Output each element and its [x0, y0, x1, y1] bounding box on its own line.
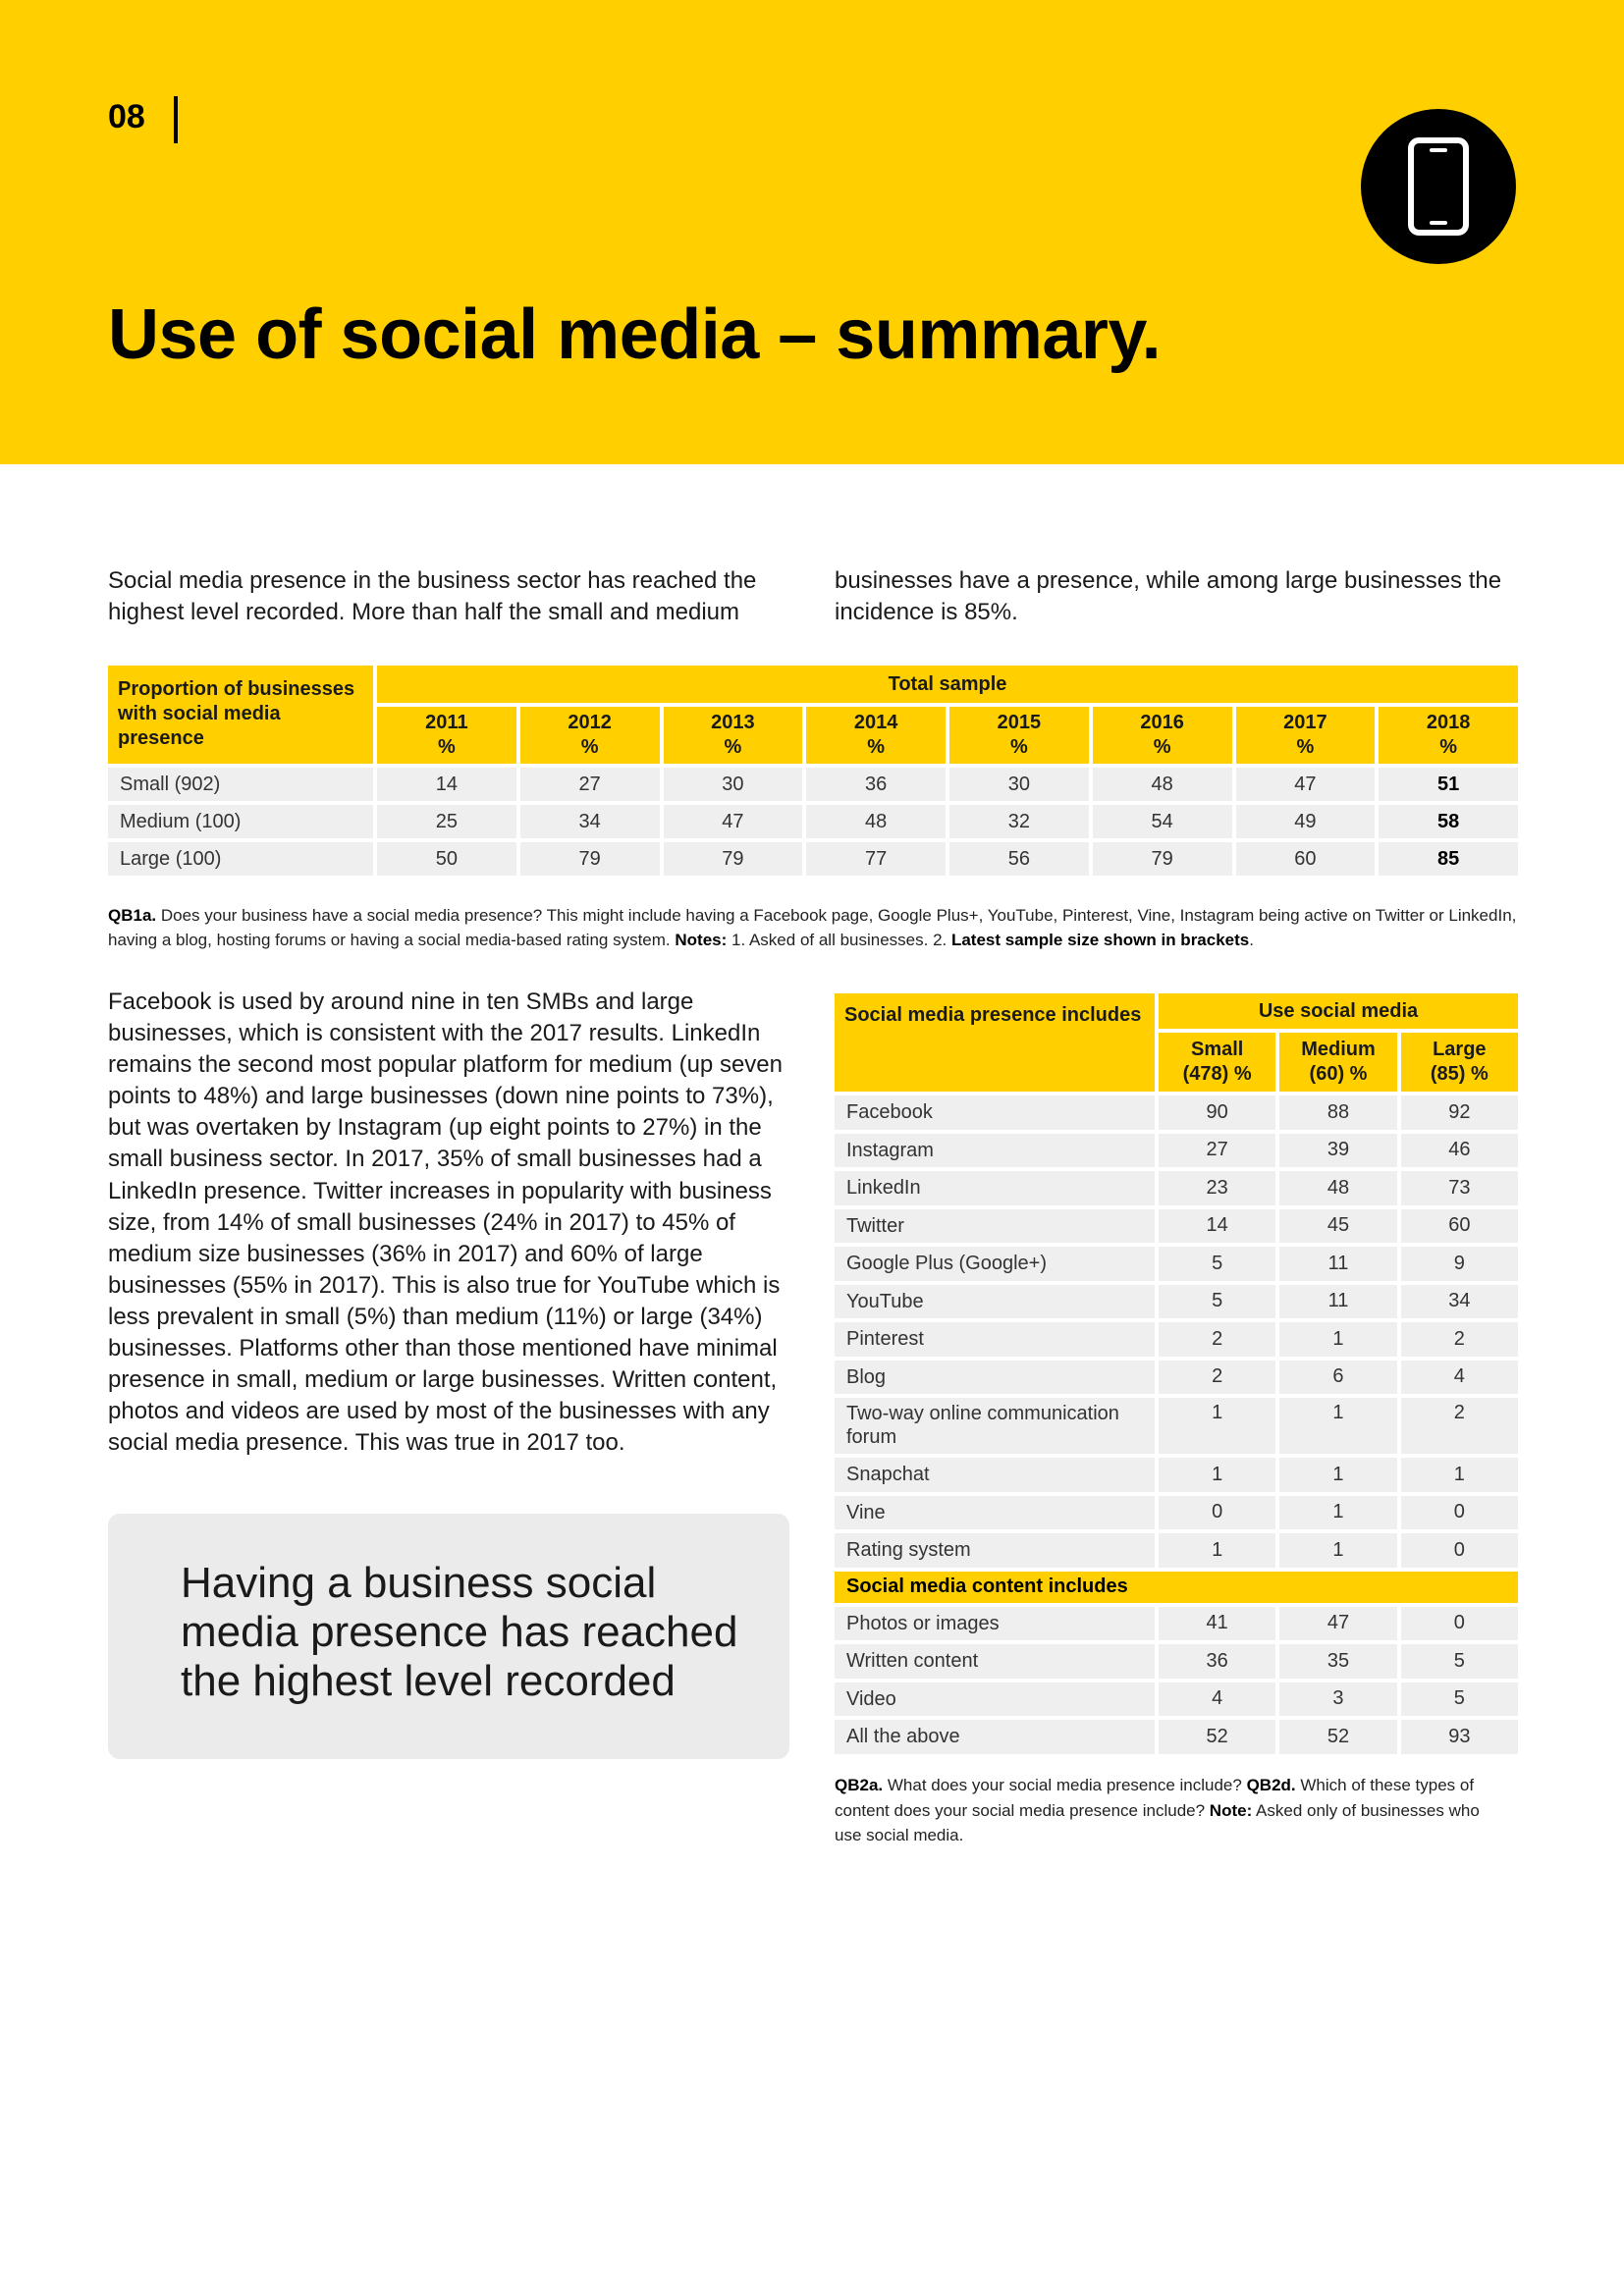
table-cell: 51 — [1379, 768, 1518, 801]
table-cell: 32 — [949, 805, 1089, 838]
table-cell: 34 — [520, 805, 660, 838]
table-cell: 1 — [1279, 1458, 1396, 1492]
table-cell: 88 — [1279, 1095, 1396, 1130]
table-cell: 90 — [1159, 1095, 1275, 1130]
row-label: Blog — [835, 1361, 1155, 1395]
table-cell: 1 — [1279, 1533, 1396, 1568]
table-cell: 0 — [1159, 1496, 1275, 1530]
table-row — [835, 1134, 1518, 1168]
table-cell: 79 — [520, 842, 660, 876]
table-cell: 93 — [1401, 1720, 1518, 1754]
question-text: What does your social media presence include? — [883, 1776, 1247, 1794]
page-number: 08 — [108, 98, 145, 135]
table-cell: 1 — [1159, 1398, 1275, 1454]
unit-label: % — [1153, 736, 1171, 758]
table-row — [835, 1095, 1518, 1130]
table-row — [835, 1361, 1518, 1395]
intro-left: Social media presence in the business sector has reached the highest level recorded. More than half the small and medium — [108, 567, 757, 625]
table-row — [835, 1247, 1518, 1281]
year-label: 2011 — [425, 712, 468, 733]
row-label: Pinterest — [835, 1322, 1155, 1357]
table-corner-header: Proportion of businesses with social media presence — [108, 666, 373, 764]
table-cell: 48 — [806, 805, 946, 838]
unit-label: % — [867, 736, 886, 758]
question-code: QB2d. — [1246, 1776, 1296, 1794]
intro-right: businesses have a presence, while among large businesses the incidence is 85%. — [835, 567, 1502, 625]
table-corner-header: Social media presence includes — [835, 993, 1155, 1092]
table-cell: 9 — [1401, 1247, 1518, 1281]
table-row — [835, 1644, 1518, 1679]
table-cell: 5 — [1401, 1682, 1518, 1717]
presence-by-year-table — [104, 662, 1522, 880]
year-label: 2014 — [853, 712, 898, 733]
question-code: QB2a. — [835, 1776, 884, 1794]
table-cell: 11 — [1279, 1285, 1396, 1319]
column-label: Small — [1190, 1039, 1244, 1060]
table-cell: 47 — [664, 805, 803, 838]
year-header — [1379, 707, 1518, 764]
table-cell: 79 — [664, 842, 803, 876]
row-label: Large (100) — [108, 842, 373, 876]
year-label: 2012 — [568, 712, 612, 733]
table-cell: 49 — [1236, 805, 1376, 838]
year-label: 2017 — [1283, 712, 1327, 733]
table-cell: 2 — [1401, 1398, 1518, 1454]
year-label: 2016 — [1140, 712, 1184, 733]
table1-footnote — [108, 903, 1522, 952]
table-cell: 45 — [1279, 1209, 1396, 1244]
row-label: LinkedIn — [835, 1171, 1155, 1205]
table-cell: 79 — [1093, 842, 1232, 876]
table-cell: 52 — [1279, 1720, 1396, 1754]
row-label: Facebook — [835, 1095, 1155, 1130]
table-cell: 60 — [1401, 1209, 1518, 1244]
year-header — [806, 707, 946, 764]
table-row — [835, 1322, 1518, 1357]
column-label: Large — [1433, 1039, 1487, 1060]
pull-quote — [108, 1514, 789, 1759]
table-cell: 54 — [1093, 805, 1232, 838]
year-header — [377, 707, 516, 764]
table-row — [835, 1720, 1518, 1754]
column-header — [1159, 1033, 1275, 1092]
table-cell: 0 — [1401, 1496, 1518, 1530]
platforms-table — [831, 989, 1522, 1758]
table-cell: 1 — [1279, 1322, 1396, 1357]
row-label: Small (902) — [108, 768, 373, 801]
row-label: Twitter — [835, 1209, 1155, 1244]
section-header: Social media content includes — [835, 1572, 1518, 1603]
table-cell: 2 — [1159, 1322, 1275, 1357]
group-header: Use social media — [1159, 993, 1518, 1029]
table-cell: 5 — [1159, 1285, 1275, 1319]
table-row — [835, 1285, 1518, 1319]
table-row — [108, 768, 1518, 801]
table-cell: 48 — [1093, 768, 1232, 801]
row-label: Video — [835, 1682, 1155, 1717]
table-row — [108, 842, 1518, 876]
table-cell: 2 — [1159, 1361, 1275, 1395]
row-label: Snapchat — [835, 1458, 1155, 1492]
unit-label: % — [724, 736, 742, 758]
table-cell: 73 — [1401, 1171, 1518, 1205]
table-cell: 23 — [1159, 1171, 1275, 1205]
table-cell: 52 — [1159, 1720, 1275, 1754]
table-cell: 3 — [1279, 1682, 1396, 1717]
row-label: Two-way online communication forum — [835, 1398, 1155, 1454]
unit-label: % — [1296, 736, 1315, 758]
table-cell: 27 — [520, 768, 660, 801]
table2-footnote — [835, 1773, 1502, 1848]
table-cell: 25 — [377, 805, 516, 838]
table-cell: 58 — [1379, 805, 1518, 838]
table-cell: 34 — [1401, 1285, 1518, 1319]
unit-label: % — [580, 736, 599, 758]
table-cell: 47 — [1236, 768, 1376, 801]
column-sample: (60) % — [1309, 1063, 1368, 1085]
notes-text: 1. Asked of all businesses. 2. — [727, 931, 951, 949]
table-cell: 30 — [664, 768, 803, 801]
note-text: Asked only of businesses who use social media. — [835, 1800, 1480, 1844]
table-cell: 39 — [1279, 1134, 1396, 1168]
table-cell: 60 — [1236, 842, 1376, 876]
year-label: 2015 — [997, 712, 1042, 733]
table-cell: 85 — [1379, 842, 1518, 876]
table-row — [835, 1209, 1518, 1244]
question-text: Does your business have a social media presence? This might include having a Facebook page, Google Plus+, YouTube, Pinterest, Vine, Instagram being active on Twitter or LinkedIn, having a blog, hosting forums or having a social media-based rating system. — [108, 906, 1517, 949]
year-header — [664, 707, 803, 764]
notes-label: Notes: — [675, 931, 728, 949]
table-cell: 48 — [1279, 1171, 1396, 1205]
header-band — [0, 0, 1624, 464]
table-row — [835, 1607, 1518, 1641]
row-label: Written content — [835, 1644, 1155, 1679]
page-title: Use of social media – summary. — [108, 295, 1162, 374]
page-number-divider — [174, 96, 178, 143]
question-code: QB1a. — [108, 906, 157, 925]
table-cell: 36 — [1159, 1644, 1275, 1679]
body-paragraph: Facebook is used by around nine in ten SMBs and large businesses, which is consistent with the 2017 results. LinkedIn remains the second most popular platform for medium (up seven points to 48%) and large businesses (down nine points to 73%), but was overtaken by Instagram (up eight points to 27%) in the small business sector. In 2017, 35% of small businesses had a LinkedIn presence. Twitter increases in popularity with business size, from 14% of small businesses (24% in 2017) to 45% of medium size businesses (36% in 2017) and 60% of large businesses (55% in 2017). This is also true for YouTube which is less prevalent in small (5%) than medium (11%) or large (34%) businesses. Platforms other than those mentioned have minimal presence in small, medium or large businesses. Written content, photos and videos are used by most of the businesses with any social media presence. This was true in 2017 too. — [108, 988, 783, 1457]
table-cell: 1 — [1279, 1496, 1396, 1530]
table-row — [835, 1496, 1518, 1530]
note-label: Note: — [1209, 1800, 1253, 1820]
table-row — [835, 1398, 1518, 1454]
row-label: Instagram — [835, 1134, 1155, 1168]
year-header — [520, 707, 660, 764]
table-cell: 27 — [1159, 1134, 1275, 1168]
table-cell: 1 — [1159, 1533, 1275, 1568]
row-label: Medium (100) — [108, 805, 373, 838]
table-cell: 2 — [1401, 1322, 1518, 1357]
unit-label: % — [1439, 736, 1458, 758]
row-label: Google Plus (Google+) — [835, 1247, 1155, 1281]
table-cell: 1 — [1159, 1458, 1275, 1492]
table-cell: 5 — [1159, 1247, 1275, 1281]
table-cell: 0 — [1401, 1607, 1518, 1641]
unit-label: % — [1009, 736, 1028, 758]
year-label: 2018 — [1426, 712, 1471, 733]
table-cell: 6 — [1279, 1361, 1396, 1395]
row-label: Rating system — [835, 1533, 1155, 1568]
table-cell: 4 — [1159, 1682, 1275, 1717]
year-header — [949, 707, 1089, 764]
smartphone-icon — [1361, 109, 1516, 264]
table-row — [108, 805, 1518, 838]
column-header — [1279, 1033, 1396, 1092]
table-cell: 50 — [377, 842, 516, 876]
table-cell: 36 — [806, 768, 946, 801]
table-cell: 35 — [1279, 1644, 1396, 1679]
notes-bold: Latest sample size shown in brackets — [950, 931, 1250, 949]
year-header — [1093, 707, 1232, 764]
table-cell: 46 — [1401, 1134, 1518, 1168]
table-row — [835, 1533, 1518, 1568]
table-cell: 4 — [1401, 1361, 1518, 1395]
unit-label: % — [437, 736, 456, 758]
group-header: Total sample — [377, 666, 1518, 703]
table-row — [835, 1682, 1518, 1717]
year-header — [1236, 707, 1376, 764]
table-cell: 47 — [1279, 1607, 1396, 1641]
question-text: Which of these types of content does your social media presence include? — [835, 1776, 1475, 1820]
table-cell: 14 — [377, 768, 516, 801]
row-label: Photos or images — [835, 1607, 1155, 1641]
table-cell: 11 — [1279, 1247, 1396, 1281]
table-cell: 5 — [1401, 1644, 1518, 1679]
table-cell: 41 — [1159, 1607, 1275, 1641]
row-label: YouTube — [835, 1285, 1155, 1319]
table-cell: 0 — [1401, 1533, 1518, 1568]
table-cell: 14 — [1159, 1209, 1275, 1244]
row-label: Vine — [835, 1496, 1155, 1530]
column-label: Medium — [1301, 1039, 1376, 1060]
table-cell: 1 — [1401, 1458, 1518, 1492]
row-label: All the above — [835, 1720, 1155, 1754]
column-header — [1401, 1033, 1518, 1092]
table-cell: 77 — [806, 842, 946, 876]
pull-quote-text: Having a business social media presence has reached the highest level recorded — [181, 1559, 738, 1705]
table-cell: 92 — [1401, 1095, 1518, 1130]
table-cell: 1 — [1279, 1398, 1396, 1454]
column-sample: (478) % — [1182, 1063, 1252, 1085]
column-sample: (85) % — [1430, 1063, 1489, 1085]
table-row — [835, 1171, 1518, 1205]
table-cell: 30 — [949, 768, 1089, 801]
notes-end: . — [1249, 931, 1254, 949]
year-label: 2013 — [711, 712, 755, 733]
table-cell: 56 — [949, 842, 1089, 876]
table-row — [835, 1458, 1518, 1492]
